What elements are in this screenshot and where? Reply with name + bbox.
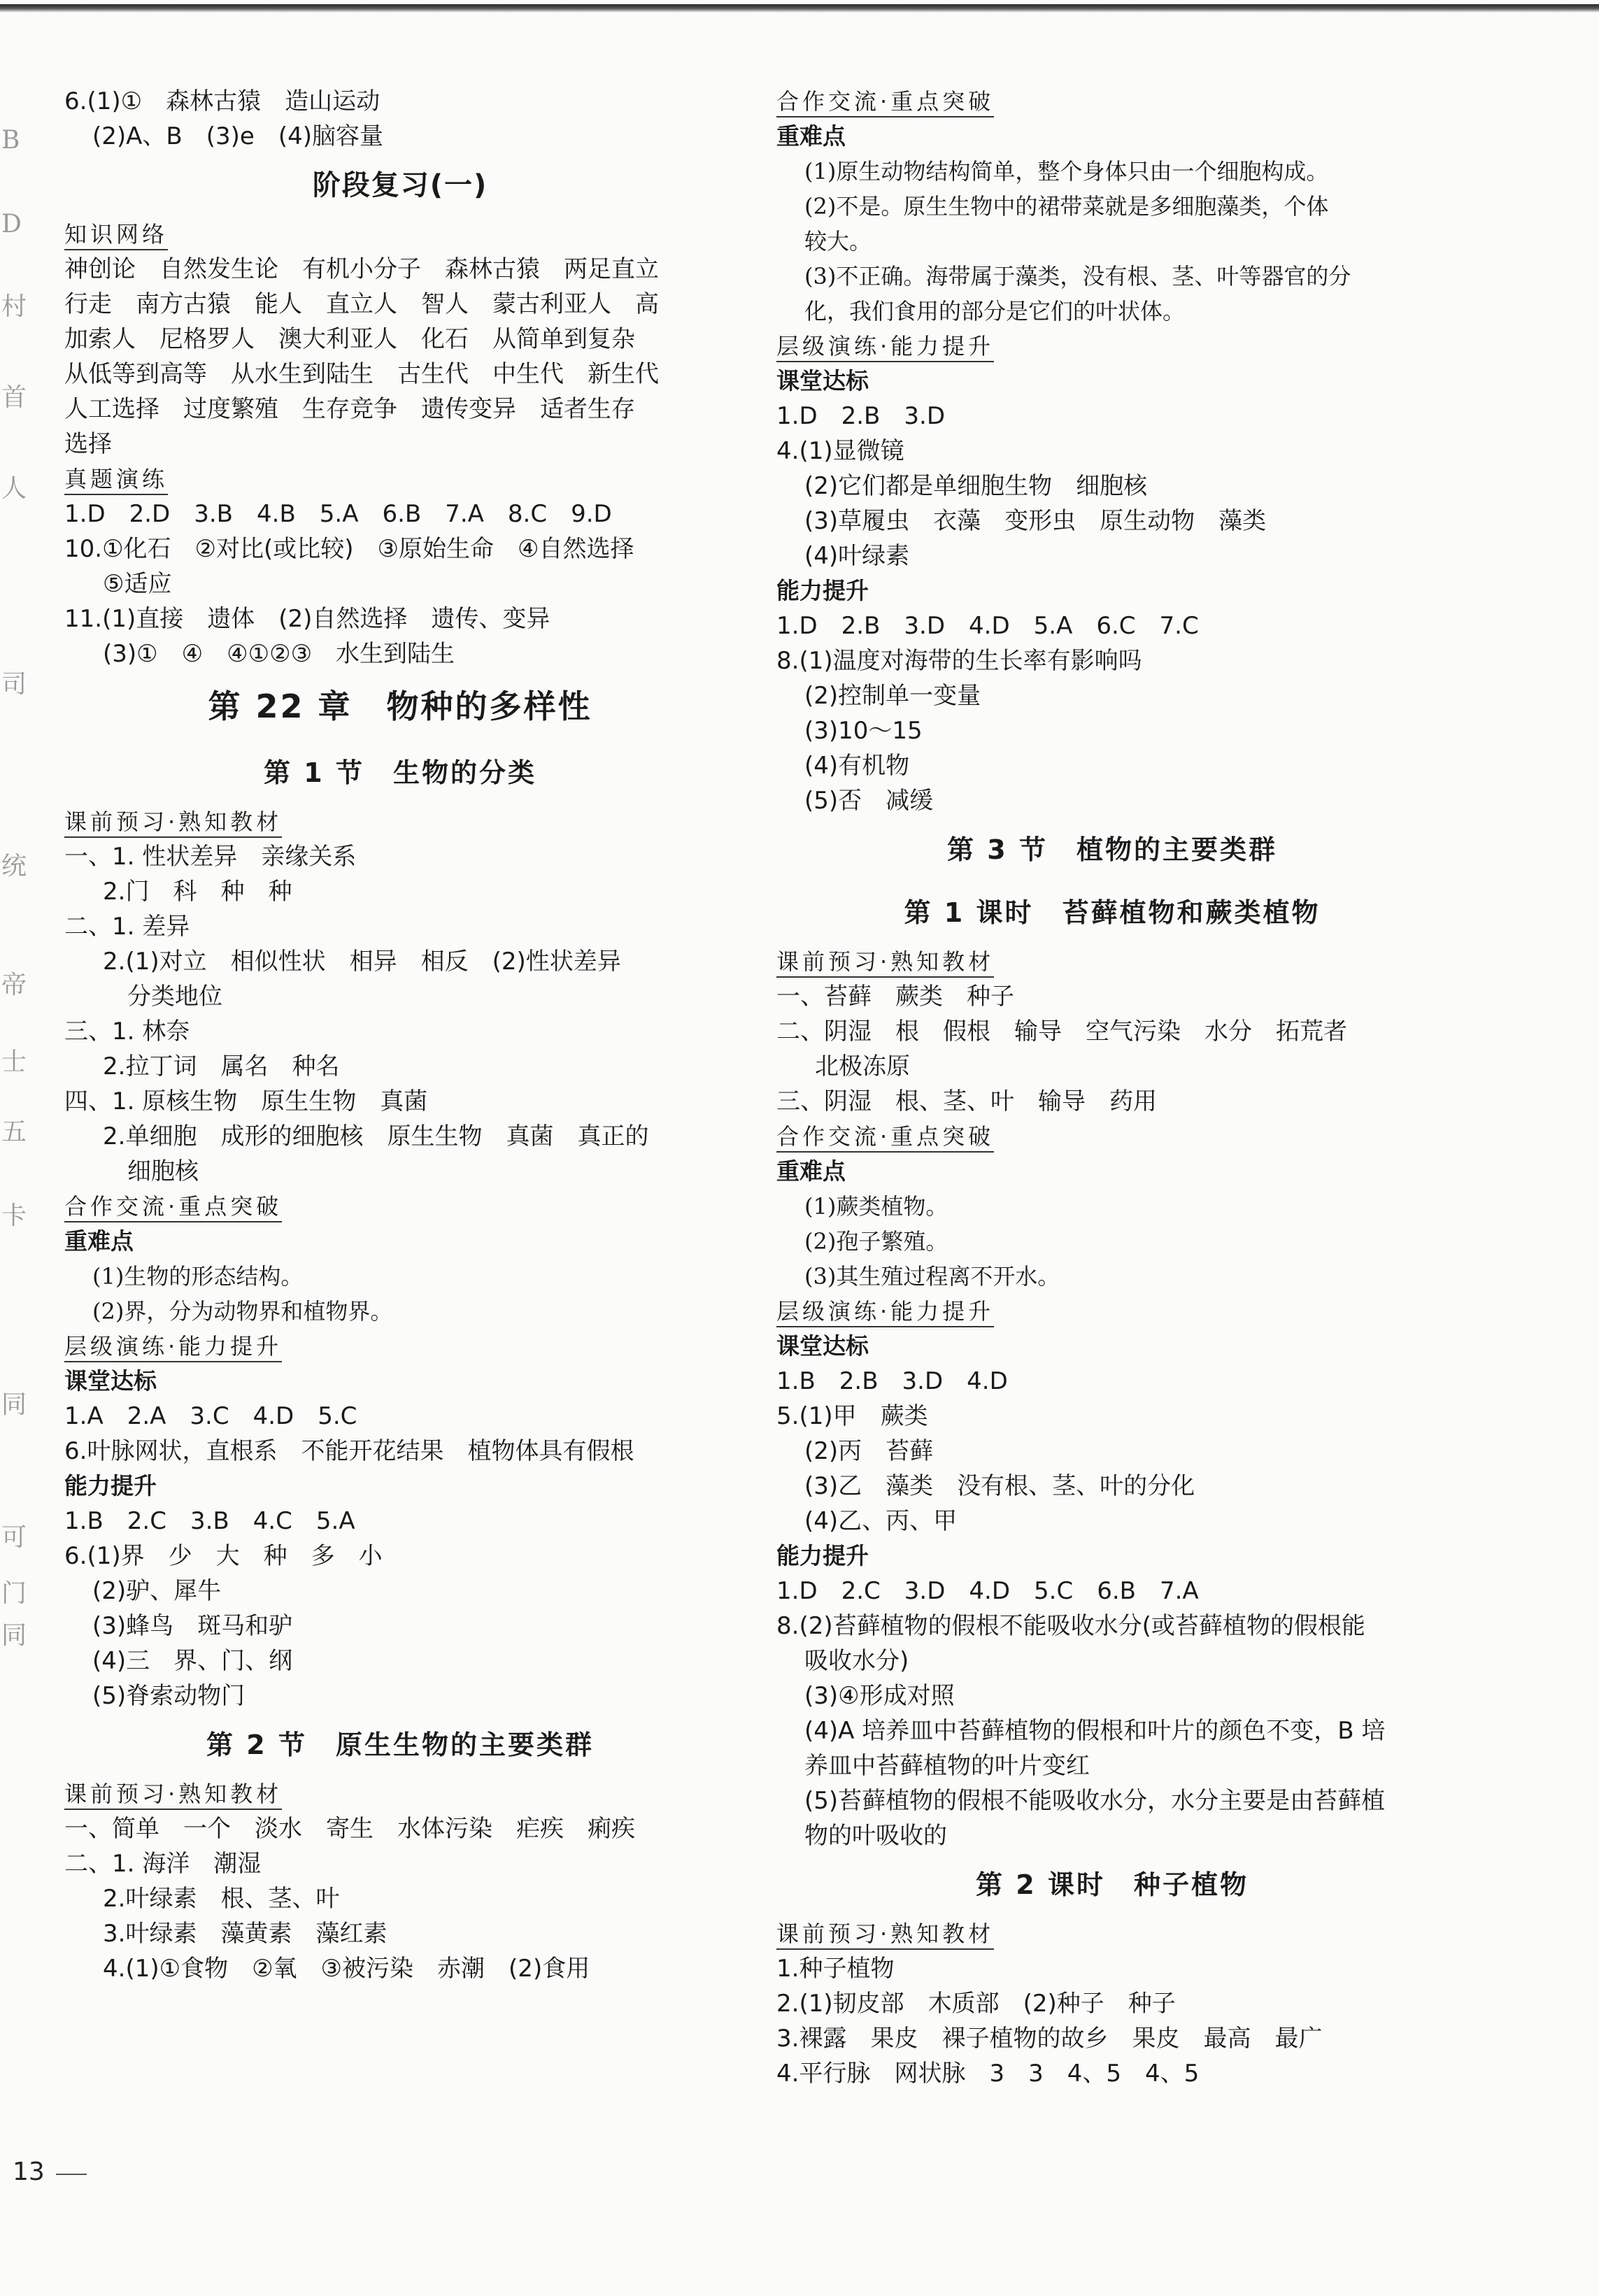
answer-line: 8.(2)苔藓植物的假根不能吸收水分(或苔藓植物的假根能 [776, 1612, 1365, 1640]
subheading: 能力提升 [776, 577, 869, 604]
edge-char: 士 [1, 1048, 27, 1076]
answer-line: 1.D 2.D 3.B 4.B 5.A 6.B 7.A 8.C 9.D [64, 500, 612, 528]
section-label-text: 课前预习·熟知教材 [64, 1781, 282, 1810]
answer-line: 加索人 尼格罗人 澳大利亚人 化石 从简单到复杂 [64, 325, 635, 353]
answer-line: (2)孢子繁殖。 [804, 1228, 948, 1255]
heading: 第 2 课时 种子植物 [976, 1869, 1249, 1900]
answer-line: 选择 [64, 430, 112, 458]
answer-line: 2.拉丁词 属名 种名 [103, 1053, 340, 1081]
answer-line: 4.(1)显微镜 [776, 437, 904, 465]
answer-line: (1)蕨类植物。 [804, 1193, 948, 1220]
answer-line: (3)其生殖过程离不开水。 [804, 1263, 1060, 1290]
answer-line: 2.门 科 种 种 [103, 878, 292, 906]
edge-char: 村 [1, 292, 27, 321]
answer-line: (2)丙 苔藓 [804, 1437, 934, 1465]
edge-char: 司 [1, 670, 27, 699]
left-edge-bleed [0, 105, 42, 1993]
answer-line: 1.D 2.C 3.D 4.D 5.C 6.B 7.A [776, 1577, 1199, 1605]
answer-line: (2)驴、犀牛 [92, 1577, 222, 1605]
section-label [776, 1916, 1448, 1951]
edge-char: 同 [1, 1390, 27, 1419]
heading: 第 1 节 生物的分类 [264, 757, 536, 788]
answer-line: 二、1. 海洋 潮湿 [64, 1850, 262, 1878]
heading: 第 1 课时 苔藓植物和蕨类植物 [904, 897, 1321, 928]
answer-line: 从低等到高等 从水生到陆生 古生代 中生代 新生代 [64, 360, 659, 388]
section-label [64, 1776, 736, 1811]
answer-line: 一、1. 性状差异 亲缘关系 [64, 843, 357, 871]
answer-line: 1.B 2.C 3.B 4.C 5.A [64, 1507, 355, 1535]
answer-line: 4.平行脉 网状脉 3 3 4、5 4、5 [776, 2060, 1200, 2088]
answer-line: 养皿中苔藓植物的叶片变红 [804, 1752, 1090, 1780]
answer-line: 3.叶绿素 藻黄素 藻红素 [103, 1920, 388, 1948]
subheading: 课堂达标 [776, 367, 869, 394]
subheading: 重难点 [64, 1227, 134, 1255]
answer-line: 3.裸露 果皮 裸子植物的故乡 果皮 最高 最广 [776, 2025, 1323, 2053]
answer-line: (3)不正确。海带属于藻类，没有根、茎、叶等器官的分 [804, 263, 1351, 290]
edge-char: B [1, 126, 20, 155]
subheading: 重难点 [776, 122, 846, 150]
section-label [776, 84, 1448, 119]
answer-line: 1.D 2.B 3.D [776, 402, 946, 430]
top-border [0, 4, 1599, 13]
answer-line: 2.叶绿素 根、茎、叶 [103, 1885, 340, 1913]
answer-line: 6.叶脉网状，直根系 不能开花结果 植物体具有假根 [64, 1437, 634, 1465]
answer-line: 2.(1)对立 相似性状 相异 相反 (2)性状差异 [103, 948, 621, 976]
section-label [64, 804, 736, 839]
answer-line: (3)10～15 [804, 717, 923, 745]
edge-char: 统 [1, 852, 27, 880]
answer-line: (1)原生动物结构简单，整个身体只由一个细胞构成。 [804, 158, 1329, 185]
answer-line: (2)界，分为动物界和植物界。 [92, 1298, 393, 1325]
section-label-text: 知识网络 [64, 221, 168, 250]
edge-char: 五 [1, 1118, 27, 1146]
answer-line: 11.(1)直接 遗体 (2)自然选择 遗传、变异 [64, 605, 550, 633]
section-label [776, 329, 1448, 364]
edge-char: 可 [1, 1523, 27, 1552]
edge-char: 帝 [1, 971, 27, 999]
left-column [64, 84, 736, 1986]
subheading: 课堂达标 [64, 1367, 157, 1395]
answer-line: 6.(1)① 森林古猿 造山运动 [64, 87, 381, 115]
section-label-text: 课前预习·熟知教材 [776, 948, 994, 978]
answer-line: 1.B 2.B 3.D 4.D [776, 1367, 1008, 1395]
answer-line: 行走 南方古猿 能人 直立人 智人 蒙古利亚人 高 [64, 290, 659, 318]
section-label [64, 462, 736, 497]
answer-line: (3)草履虫 衣藻 变形虫 原生动物 藻类 [804, 507, 1267, 535]
section-label-text: 层级演练·能力提升 [64, 1333, 282, 1362]
answer-line: ⑤适应 [103, 570, 172, 598]
section-label [64, 217, 736, 252]
edge-char: 首 [1, 383, 27, 412]
answer-line: 化，我们食用的部分是它们的叶状体。 [804, 298, 1186, 325]
heading: 第 2 节 原生生物的主要类群 [206, 1730, 594, 1760]
answer-line: (3)④形成对照 [804, 1682, 955, 1710]
answer-line: 较大。 [804, 228, 872, 255]
section-label [776, 1294, 1448, 1329]
answer-line: 2.单细胞 成形的细胞核 原生生物 真菌 真正的 [103, 1122, 649, 1150]
answer-line: 一、苔藓 蕨类 种子 [776, 983, 1014, 1011]
answer-line: (4)叶绿素 [804, 542, 910, 570]
answer-line: 物的叶吸收的 [804, 1822, 947, 1850]
answer-line: 5.(1)甲 蕨类 [776, 1402, 928, 1430]
answer-line: (5)否 减缓 [804, 787, 934, 815]
answer-line: (4)三 界、门、纲 [92, 1647, 293, 1675]
answer-line: (4)乙、丙、甲 [804, 1507, 958, 1535]
answer-line: 1.A 2.A 3.C 4.D 5.C [64, 1402, 357, 1430]
right-column [776, 84, 1448, 2091]
answer-line: 北极冻原 [815, 1053, 910, 1081]
answer-line: (5)苔藓植物的假根不能吸收水分，水分主要是由苔藓植 [804, 1787, 1386, 1815]
answer-line: 4.(1)①食物 ②氧 ③被污染 赤潮 (2)食用 [103, 1955, 590, 1983]
section-label-text: 合作交流·重点突破 [776, 88, 994, 117]
answer-line: 6.(1)界 少 大 种 多 小 [64, 1542, 383, 1570]
answer-line: 细胞核 [127, 1157, 199, 1185]
section-label-text: 真题演练 [64, 466, 168, 495]
answer-line: 三、1. 林奈 [64, 1018, 190, 1046]
heading: 第 22 章 物种的多样性 [208, 687, 592, 725]
answer-line: 一、简单 一个 淡水 寄生 水体污染 疟疾 痢疾 [64, 1815, 635, 1843]
heading: 第 3 节 植物的主要类群 [947, 834, 1277, 865]
subheading: 能力提升 [776, 1542, 869, 1569]
answer-line: 1.D 2.B 3.D 4.D 5.A 6.C 7.C [776, 612, 1199, 640]
answer-line: 神创论 自然发生论 有机小分子 森林古猿 两足直立 [64, 255, 659, 283]
answer-line: (3)乙 藻类 没有根、茎、叶的分化 [804, 1472, 1195, 1500]
section-label-text: 合作交流·重点突破 [776, 1123, 994, 1153]
edge-char: 卡 [1, 1202, 27, 1230]
edge-char: 门 [1, 1579, 27, 1608]
answer-line: 三、阴湿 根、茎、叶 输导 药用 [776, 1088, 1157, 1115]
answer-line: (2)不是。原生生物中的裙带菜就是多细胞藻类，个体 [804, 193, 1329, 220]
answer-line: 分类地位 [127, 983, 222, 1011]
section-label-text: 课前预习·熟知教材 [64, 808, 282, 838]
section-label [776, 944, 1448, 979]
section-label-text: 课前预习·熟知教材 [776, 1920, 994, 1950]
section-label-text: 合作交流·重点突破 [64, 1193, 282, 1222]
answer-line: 二、阴湿 根 假根 输导 空气污染 水分 拓荒者 [776, 1018, 1347, 1046]
answer-line: 1.种子植物 [776, 1955, 895, 1983]
answer-line: (4)有机物 [804, 752, 910, 780]
answer-line: 10.①化石 ②对比(或比较) ③原始生命 ④自然选择 [64, 535, 634, 563]
section-label [64, 1189, 736, 1224]
answer-line: 2.(1)韧皮部 木质部 (2)种子 种子 [776, 1990, 1176, 2018]
answer-line: 二、1. 差异 [64, 913, 190, 941]
answer-line: (5)脊索动物门 [92, 1682, 246, 1710]
section-label [776, 1119, 1448, 1154]
answer-line: (3)蜂鸟 斑马和驴 [92, 1612, 293, 1640]
answer-line: (1)生物的形态结构。 [92, 1263, 304, 1290]
edge-char: 同 [1, 1621, 27, 1650]
section-label-text: 层级演练·能力提升 [776, 1298, 994, 1327]
page-number: 13 [13, 2158, 45, 2186]
heading: 阶段复习(一) [312, 169, 488, 201]
answer-line: 吸收水分) [804, 1647, 909, 1675]
edge-char: 人 [1, 474, 27, 503]
subheading: 课堂达标 [776, 1332, 869, 1360]
answer-line: 8.(1)温度对海带的生长率有影响吗 [776, 647, 1142, 675]
subheading: 重难点 [776, 1157, 846, 1185]
answer-line: (3)① ④ ④①②③ 水生到陆生 [103, 640, 455, 668]
answer-line: 人工选择 过度繁殖 生存竞争 遗传变异 适者生存 [64, 395, 635, 423]
answer-line: 四、1. 原核生物 原生生物 真菌 [64, 1088, 428, 1115]
answer-line: (2)它们都是单细胞生物 细胞核 [804, 472, 1148, 500]
page-number-dash [56, 2174, 87, 2175]
answer-line: (2)A、B (3)e (4)脑容量 [92, 122, 383, 150]
edge-char: D [1, 210, 22, 238]
section-label-text: 层级演练·能力提升 [776, 333, 994, 362]
answer-line: (2)控制单一变量 [804, 682, 981, 710]
answer-line: (4)A 培养皿中苔藓植物的假根和叶片的颜色不变，B 培 [804, 1717, 1386, 1745]
subheading: 能力提升 [64, 1472, 157, 1499]
section-label [64, 1329, 736, 1364]
